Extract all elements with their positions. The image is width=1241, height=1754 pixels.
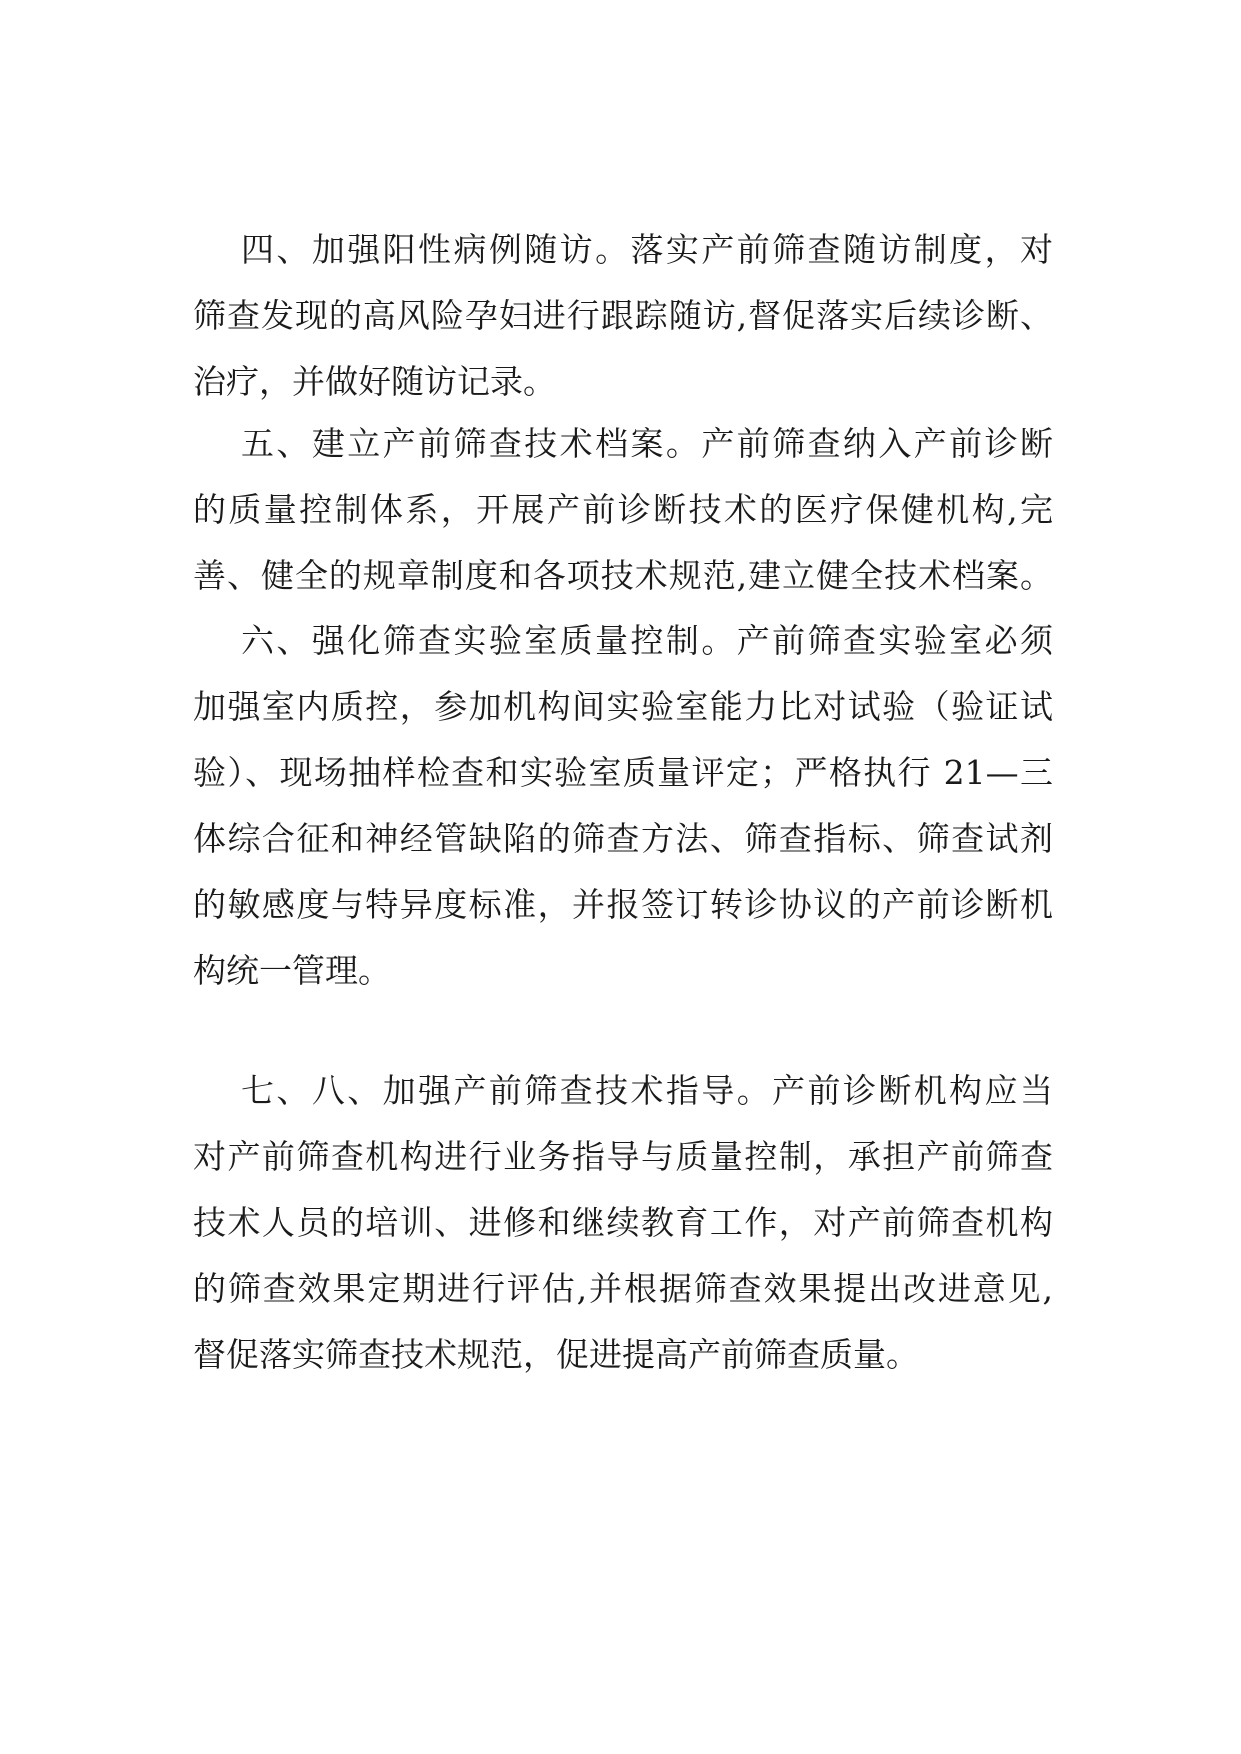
paragraph-line: 的筛查效果定期进行评估,并根据筛查效果提出改进意见, <box>193 1269 1053 1308</box>
paragraph-line: 七、八、加强产前筛查技术指导。产前诊断机构应当 <box>241 1071 1053 1110</box>
paragraph-line: 加强室内质控，参加机构间实验室能力比对试验（验证试 <box>193 687 1053 726</box>
paragraph-line: 验）、现场抽样检查和实验室质量评定；严格执行 21—三 <box>193 753 1053 792</box>
paragraph-line: 的敏感度与特异度标准，并报签订转诊协议的产前诊断机 <box>193 885 1053 924</box>
paragraph-line: 筛查发现的高风险孕妇进行跟踪随访,督促落实后续诊断、 <box>193 296 1053 335</box>
paragraph-line: 对产前筛查机构进行业务指导与质量控制，承担产前筛查 <box>193 1137 1053 1176</box>
paragraph-line: 四、加强阳性病例随访。落实产前筛查随访制度，对 <box>241 230 1053 269</box>
paragraph-line: 构统一管理。 <box>193 951 391 990</box>
paragraph-line: 五、建立产前筛查技术档案。产前筛查纳入产前诊断 <box>241 424 1053 463</box>
paragraph-line: 善、健全的规章制度和各项技术规范,建立健全技术档案。 <box>193 556 1053 595</box>
paragraph-line: 技术人员的培训、进修和继续教育工作，对产前筛查机构 <box>193 1203 1053 1242</box>
paragraph-line: 体综合征和神经管缺陷的筛查方法、筛查指标、筛查试剂 <box>193 819 1053 858</box>
paragraph-line: 的质量控制体系，开展产前诊断技术的医疗保健机构,完 <box>193 490 1053 529</box>
paragraph-line: 督促落实筛查技术规范，促进提高产前筛查质量。 <box>193 1335 919 1374</box>
paragraph-line: 六、强化筛查实验室质量控制。产前筛查实验室必须 <box>241 621 1053 660</box>
paragraph-line: 治疗，并做好随访记录。 <box>193 362 556 401</box>
